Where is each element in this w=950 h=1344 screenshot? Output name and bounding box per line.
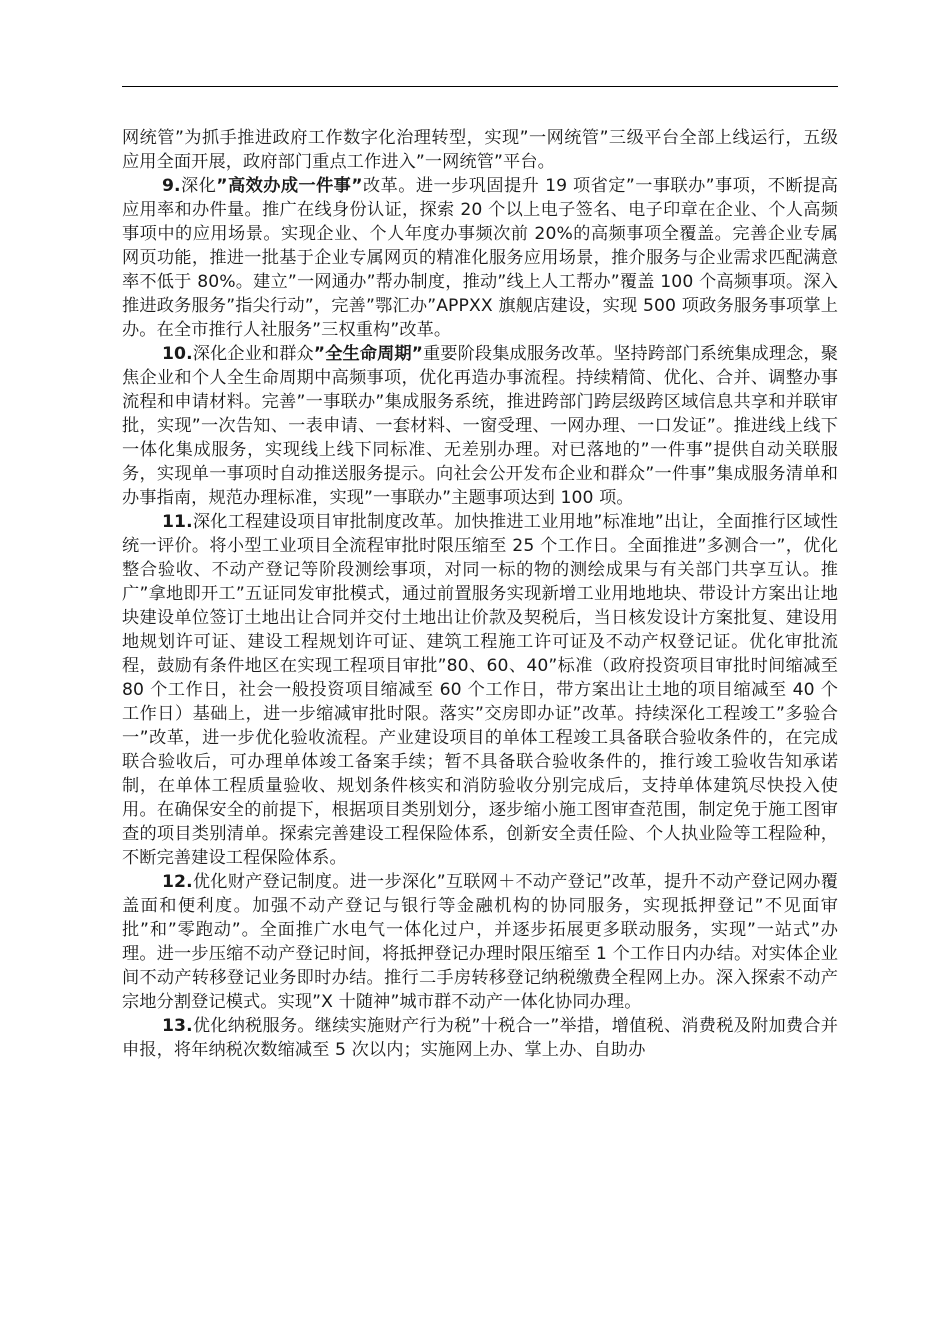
item-number: 13.	[162, 1016, 193, 1036]
item-quote: ”高效办成一件事”	[216, 176, 363, 196]
paragraph-text: 优化财产登记制度。进一步深化”互联网＋不动产登记”改革，提升不动产登记网办覆盖面和便利度。加强不动产登记与银行等金融机构的协同服务，实现抵押登记”不见面审批”和”零跑动”。全面推广水电气一体化过户，并逐步拓展更多联动服务，实现”一站式”办理。进一步压缩不动产登记时间，将抵押登记办理时限压缩至 1 个工作日内办结。对实体企业间不动产转移登记业务即时办结。推行二手房转移登记纳税缴费全程网上办。深入探索不动产宗地分割登记模式。实现”X 十随神”城市群不动产一体化协同办理。	[122, 872, 838, 1012]
item-number: 9.	[162, 176, 181, 196]
paragraph-item-11	[122, 510, 838, 870]
paragraph-item-12	[122, 870, 838, 1014]
item-number: 12.	[162, 872, 193, 892]
paragraph-item-9	[122, 174, 838, 342]
item-lead: 深化企业和群众	[192, 344, 314, 364]
header-rule	[122, 86, 838, 87]
paragraph-text: 改革。进一步巩固提升 19 项省定”一事联办”事项，不断提高应用率和办件量。推广在线身份认证，探索 20 个以上电子签名、电子印章在企业、个人高频事项中的应用场景。实现企业、个人年度办事频次前 20%的高频事项全覆盖。完善企业专属网页功能，推进一批基于企业专属网页的精准化服务应用场景，推介服务与企业需求匹配满意率不低于 80%。建立”一网通办”帮办制度，推动”线上人工帮办”覆盖 100 个高频事项。深入推进政务服务”指尖行动”，完善”鄂汇办”APPXX 旗舰店建设，实现 500 项政务服务事项掌上办。在全市推行人社服务”三权重构”改革。	[122, 176, 838, 340]
paragraph-text: 网统管”为抓手推进政府工作数字化治理转型，实现”一网统管”三级平台全部上线运行，五级应用全面开展，政府部门重点工作进入”一网统管”平台。	[122, 128, 838, 172]
paragraph-continuation	[122, 126, 838, 174]
paragraph-text: 深化工程建设项目审批制度改革。加快推进工业用地”标准地”出让，全面推行区域性统一评价。将小型工业项目全流程审批时限压缩至 25 个工作日。全面推进”多测合一”，优化整合验收、不动产登记等阶段测绘事项，对同一标的物的测绘成果与有关部门共享互认。推广”拿地即开工”五证同发审批模式，通过前置服务实现新增工业用地地块、带设计方案出让地块建设单位签订土地出让合同并交付土地出让价款及契税后，当日核发设计方案批复、建设用地规划许可证、建设工程规划许可证、建筑工程施工许可证及不动产权登记证。优化审批流程，鼓励有条件地区在实现工程项目审批”80、60、40”标准（政府投资项目审批时间缩减至 80 个工作日，社会一般投资项目缩减至 60 个工作日，带方案出让土地的项目缩减至 40 个工作日）基础上，进一步缩减审批时限。落实”交房即办证”改革。持续深化工程竣工”多验合一”改革，进一步优化验收流程。产业建设项目的单体工程竣工具备联合验收条件的，在完成联合验收后，可办理单体竣工备案手续；暂不具备联合验收条件的，推行竣工验收告知承诺制，在单体工程质量验收、规划条件核实和消防验收分别完成后，支持单体建筑尽快投入使用。在确保安全的前提下，根据项目类别划分，逐步缩小施工图审查范围，制定免于施工图审查的项目类别清单。探索完善建设工程保险体系，创新安全责任险、个人执业险等工程险种，不断完善建设工程保险体系。	[122, 512, 838, 868]
item-quote: ”全生命周期”	[313, 344, 424, 364]
document-body	[122, 126, 838, 1062]
paragraph-item-10	[122, 342, 838, 510]
item-number: 10.	[162, 344, 193, 364]
paragraph-item-13	[122, 1014, 838, 1062]
paragraph-text: 优化纳税服务。继续实施财产行为税”十税合一”举措，增值税、消费税及附加费合并申报，将年纳税次数缩减至 5 次以内；实施网上办、掌上办、自助办	[122, 1016, 838, 1060]
paragraph-text: 重要阶段集成服务改革。坚持跨部门系统集成理念，聚焦企业和个人全生命周期中高频事项，优化再造办事流程。持续精简、优化、合并、调整办事流程和申请材料。完善”一事联办”集成服务系统，推进跨部门跨层级跨区域信息共享和并联审批，实现”一次告知、一表申请、一套材料、一窗受理、一网办理、一口发证”。推进线上线下一体化集成服务，实现线上线下同标准、无差别办理。对已落地的”一件事”提供自动关联服务，实现单一事项时自动推送服务提示。向社会公开发布企业和群众”一件事”集成服务清单和办事指南，规范办理标准，实现”一事联办”主题事项达到 100 项。	[122, 344, 839, 508]
item-lead: 深化	[180, 176, 217, 196]
item-number: 11.	[162, 512, 193, 532]
